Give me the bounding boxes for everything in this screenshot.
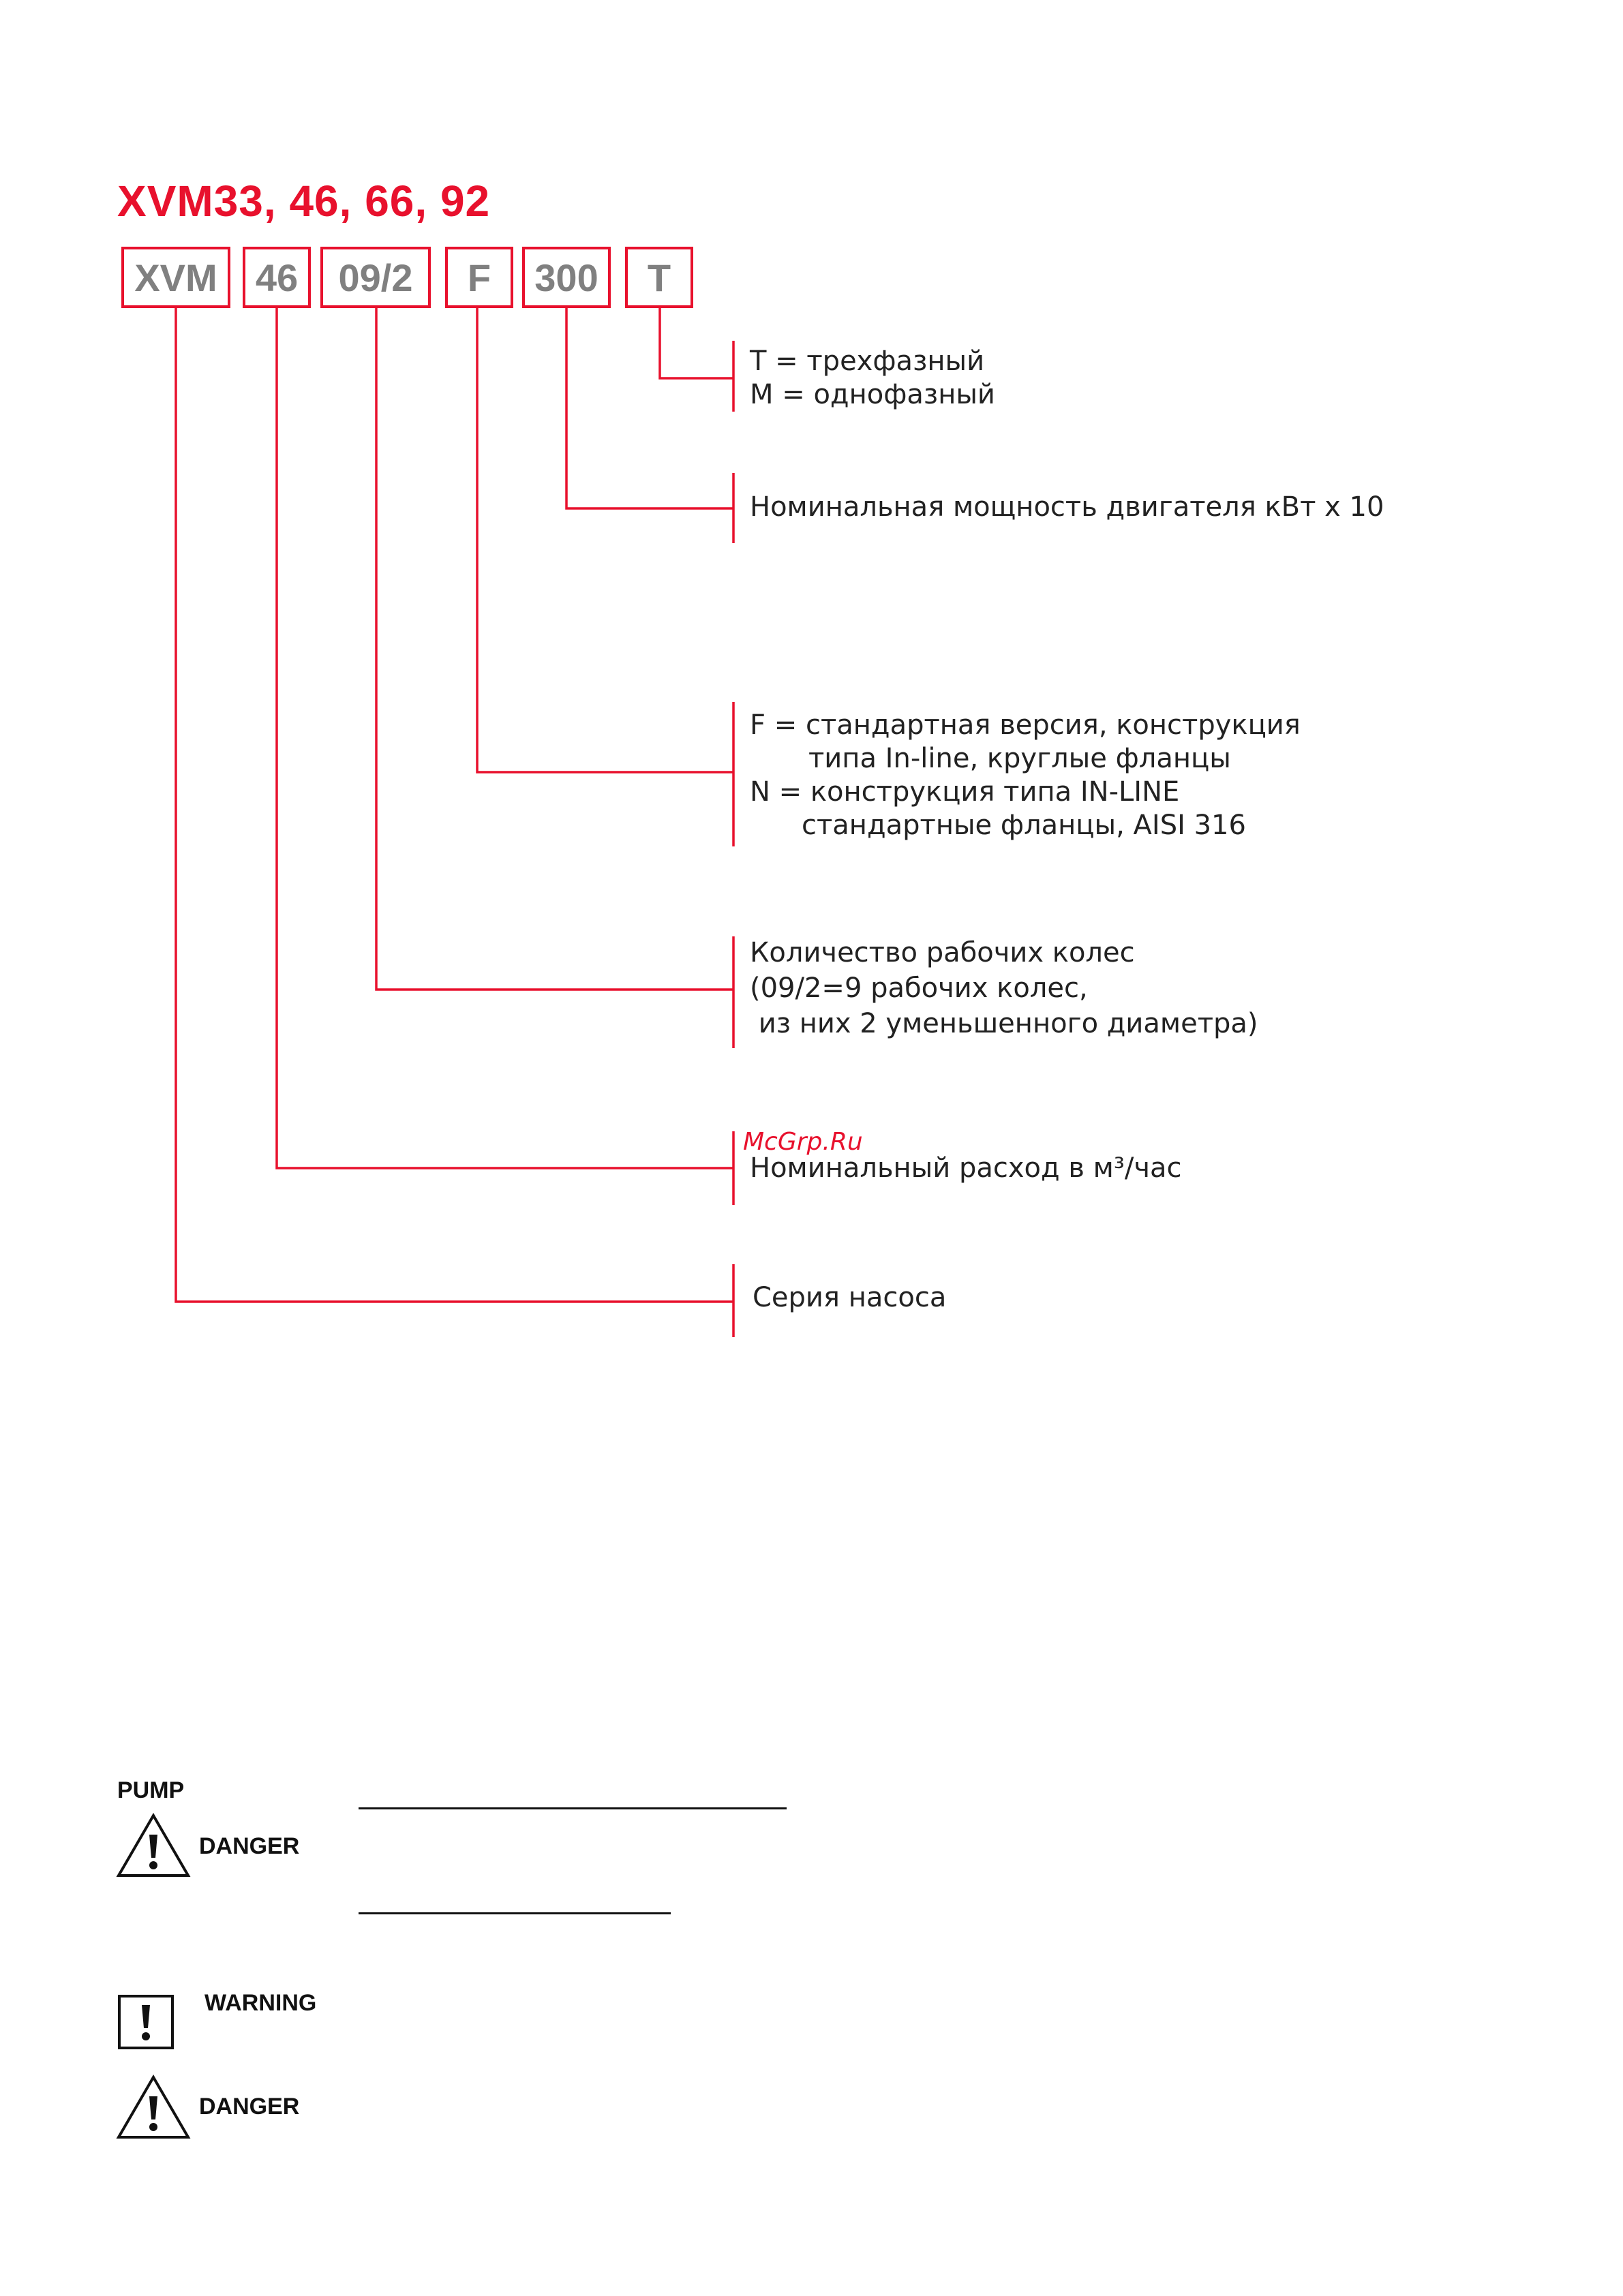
connector-series [176, 308, 733, 1302]
desc-version-line-1: F = стандартная версия, конструкция [750, 709, 1301, 741]
underline-1 [359, 1807, 787, 1809]
desc-phase-line-1: T = трехфазный [750, 346, 985, 377]
desc-version [750, 709, 1301, 842]
pump-label: PUMP [117, 1777, 185, 1803]
connector-power [566, 308, 733, 508]
desc-flow: Номинальный расход в м³/час [750, 1152, 1182, 1184]
desc-power: Номинальная мощность двигателя кВт x 10 [750, 491, 1384, 523]
desc-phase [750, 345, 995, 412]
desc-series: Серия насоса [753, 1282, 947, 1313]
danger-label-1: DANGER [199, 1833, 300, 1859]
underline-2 [359, 1912, 671, 1914]
desc-impellers-line-1: Количество рабочих колес [750, 937, 1135, 968]
code-box-impellers: 09/2 [320, 247, 431, 308]
desc-impellers [750, 935, 1258, 1041]
code-box-version: F [445, 247, 513, 308]
desc-impellers-line-3: из них 2 уменьшенного диаметра) [750, 1008, 1258, 1039]
desc-version-line-2: типа In-line, круглые фланцы [808, 743, 1231, 774]
desc-version-line-4: стандартные фланцы, AISI 316 [802, 810, 1246, 841]
desc-version-line-3: N = конструкция типа IN-LINE [750, 776, 1180, 808]
connector-flow [277, 308, 733, 1168]
code-box-power: 300 [522, 247, 611, 308]
danger-label-2: DANGER [199, 2094, 300, 2119]
page-title: XVM33, 46, 66, 92 [117, 177, 491, 226]
code-box-flow: 46 [243, 247, 311, 308]
danger-triangle-icon-2 [116, 2075, 191, 2140]
danger-triangle-icon [116, 1813, 191, 1878]
connector-impellers [376, 308, 733, 990]
warning-label: WARNING [204, 1990, 317, 2016]
desc-impellers-line-2: (09/2=9 рабочих колес, [750, 973, 1088, 1004]
code-box-phase: T [625, 247, 693, 308]
warning-box-icon [117, 1994, 175, 2050]
desc-phase-line-2: M = однофазный [750, 379, 995, 410]
connector-phase [660, 308, 733, 378]
watermark: McGrp.Ru [743, 1128, 863, 1156]
code-box-series: XVM [121, 247, 230, 308]
